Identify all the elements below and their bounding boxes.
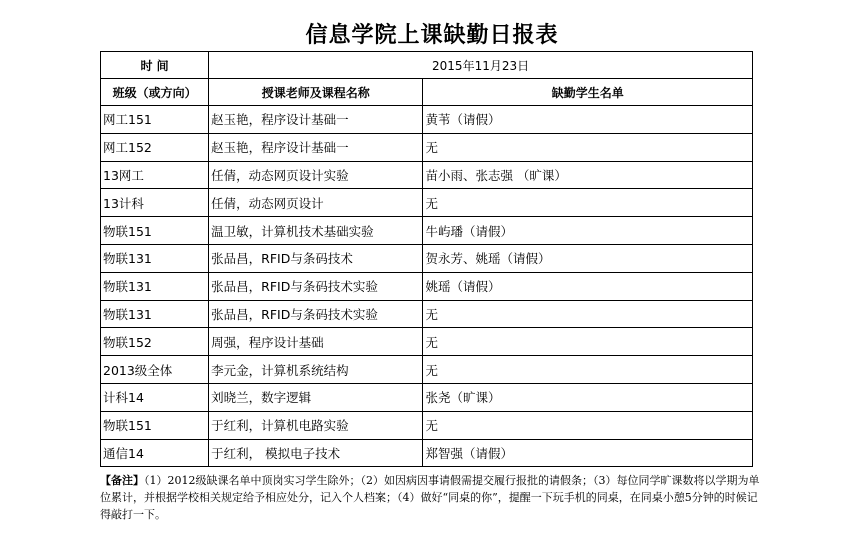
attendance-table <box>100 51 753 467</box>
table-row <box>101 189 753 217</box>
cell-absent: 苗小雨、张志强 （旷课） <box>423 161 753 189</box>
cell-class: 13计科 <box>101 189 209 217</box>
cell-teacher-course: 刘晓兰，数字逻辑 <box>209 383 423 411</box>
cell-teacher-course: 于红利，计算机电路实验 <box>209 411 423 439</box>
header-row <box>101 79 753 106</box>
cell-absent: 姚瑶（请假） <box>423 272 753 300</box>
cell-teacher-course: 任倩，动态网页设计实验 <box>209 161 423 189</box>
table-row <box>101 244 753 272</box>
cell-absent: 无 <box>423 356 753 384</box>
cell-absent: 张尧（旷课） <box>423 383 753 411</box>
cell-class: 网工151 <box>101 106 209 134</box>
remarks-text: （1）2012级缺课名单中顶岗实习学生除外；（2）如因病因事请假需提交履行报批的请假条；（3）每位同学旷课数将以学期为单位累计，并根据学校相关规定给予相应处分，记入个人档案；（4）做好“同桌的你”，提醒一下玩手机的同桌，在同桌小憩5分钟的时候记得敲打一下。 <box>100 474 760 521</box>
date-row <box>101 52 753 79</box>
cell-absent: 黄苇（请假） <box>423 106 753 134</box>
cell-absent: 无 <box>423 300 753 328</box>
cell-class: 物联152 <box>101 328 209 356</box>
table-row <box>101 411 753 439</box>
table-row <box>101 383 753 411</box>
cell-class: 物联151 <box>101 217 209 245</box>
table-row <box>101 272 753 300</box>
table-row <box>101 217 753 245</box>
cell-absent: 贺永芳、姚瑶（请假） <box>423 244 753 272</box>
cell-class: 物联131 <box>101 244 209 272</box>
header-teacher-course: 授课老师及课程名称 <box>209 79 423 106</box>
cell-teacher-course: 张品昌，RFID与条码技术实验 <box>209 300 423 328</box>
cell-absent: 无 <box>423 328 753 356</box>
cell-teacher-course: 任倩，动态网页设计 <box>209 189 423 217</box>
cell-class: 物联151 <box>101 411 209 439</box>
cell-teacher-course: 周强，程序设计基础 <box>209 328 423 356</box>
cell-teacher-course: 张品昌，RFID与条码技术 <box>209 244 423 272</box>
cell-class: 物联131 <box>101 272 209 300</box>
cell-class: 2013级全体 <box>101 356 209 384</box>
cell-teacher-course: 李元金，计算机系统结构 <box>209 356 423 384</box>
page-title: 信息学院上课缺勤日报表 <box>305 23 559 48</box>
cell-absent: 无 <box>423 189 753 217</box>
cell-absent: 无 <box>423 133 753 161</box>
remarks <box>100 472 760 523</box>
table-row <box>101 439 753 467</box>
header-absent: 缺勤学生名单 <box>423 79 753 106</box>
cell-teacher-course: 于红利， 模拟电子技术 <box>209 439 423 467</box>
cell-teacher-course: 张品昌，RFID与条码技术实验 <box>209 272 423 300</box>
cell-teacher-course: 赵玉艳，程序设计基础一 <box>209 133 423 161</box>
cell-class: 计科14 <box>101 383 209 411</box>
cell-class: 物联131 <box>101 300 209 328</box>
cell-absent: 无 <box>423 411 753 439</box>
cell-class: 13网工 <box>101 161 209 189</box>
report-date: 2015年11月23日 <box>209 52 753 79</box>
table-row <box>101 161 753 189</box>
time-label: 时 间 <box>101 52 209 79</box>
table-row <box>101 133 753 161</box>
cell-absent: 郑智强（请假） <box>423 439 753 467</box>
remarks-label: 【备注】 <box>100 474 144 487</box>
table-row <box>101 356 753 384</box>
cell-absent: 牛屿璠（请假） <box>423 217 753 245</box>
cell-class: 通信14 <box>101 439 209 467</box>
cell-class: 网工152 <box>101 133 209 161</box>
header-class: 班级（或方向） <box>101 79 209 106</box>
cell-teacher-course: 温卫敏，计算机技术基础实验 <box>209 217 423 245</box>
table-row <box>101 328 753 356</box>
cell-teacher-course: 赵玉艳，程序设计基础一 <box>209 106 423 134</box>
table-row <box>101 300 753 328</box>
table-row <box>101 106 753 134</box>
table-body <box>101 52 753 467</box>
